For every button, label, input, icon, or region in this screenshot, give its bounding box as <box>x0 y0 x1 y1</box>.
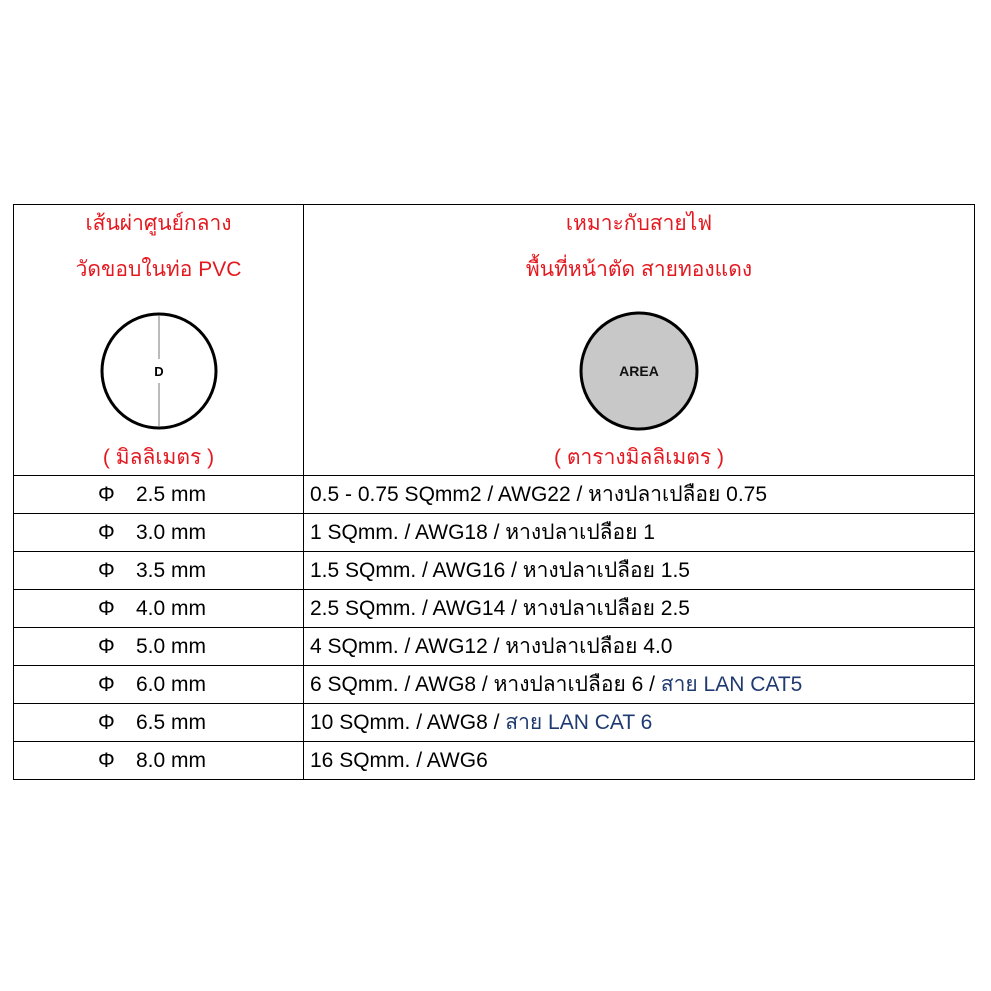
phi-symbol: Φ <box>98 673 115 696</box>
table-row <box>14 590 975 628</box>
table-row <box>14 666 975 704</box>
spec-text: 2.5 SQmm. / AWG14 / หางปลาเปลือย 2.5 <box>310 597 690 620</box>
table-row <box>14 742 975 780</box>
phi-symbol: Φ <box>98 521 115 544</box>
spec-text: 1 SQmm. / AWG18 / หางปลาเปลือย 1 <box>310 521 655 544</box>
diameter-diagram <box>14 309 303 433</box>
area-circle-icon <box>577 309 701 433</box>
spec-text: 16 SQmm. / AWG6 <box>310 749 488 772</box>
spec-cell <box>304 514 975 552</box>
size-cell <box>14 590 304 628</box>
header-row <box>14 205 975 476</box>
right-heading-line2: พื้นที่หน้าตัด สายทองแดง <box>525 258 753 281</box>
size-value: 4.0 mm <box>136 597 207 620</box>
phi-symbol: Φ <box>98 711 115 734</box>
area-label: AREA <box>619 363 659 379</box>
spec-cell <box>304 666 975 704</box>
phi-symbol: Φ <box>98 483 115 506</box>
phi-symbol: Φ <box>98 749 115 772</box>
conduit-size-table <box>13 204 975 780</box>
table-row <box>14 514 975 552</box>
phi-symbol: Φ <box>98 559 115 582</box>
phi-symbol: Φ <box>98 597 115 620</box>
size-value: 5.0 mm <box>136 635 207 658</box>
area-diagram <box>304 309 974 433</box>
size-cell <box>14 742 304 780</box>
spec-cell <box>304 590 975 628</box>
lan-cable-text: สาย LAN CAT 6 <box>505 711 653 734</box>
spec-text: 4 SQmm. / AWG12 / หางปลาเปลือย 4.0 <box>310 635 673 658</box>
size-value: 6.0 mm <box>136 673 207 696</box>
size-value: 3.0 mm <box>136 521 207 544</box>
size-cell <box>14 628 304 666</box>
header-right-cell <box>304 205 975 476</box>
diameter-label: D <box>153 364 164 379</box>
spec-cell <box>304 704 975 742</box>
right-unit: ( ตารางมิลลิเมตร ) <box>554 446 724 469</box>
size-value: 8.0 mm <box>136 749 207 772</box>
spec-cell <box>304 628 975 666</box>
size-value: 6.5 mm <box>136 711 207 734</box>
spec-cell <box>304 742 975 780</box>
right-heading-line1: เหมาะกับสายไฟ <box>565 212 713 235</box>
table-row <box>14 628 975 666</box>
table-row <box>14 704 975 742</box>
lan-cable-text: สาย LAN CAT5 <box>660 673 803 696</box>
table-row <box>14 476 975 514</box>
size-cell <box>14 666 304 704</box>
size-cell <box>14 552 304 590</box>
left-heading-line2: วัดขอบในท่อ PVC <box>75 258 242 281</box>
diameter-circle-icon <box>97 309 221 433</box>
size-cell <box>14 514 304 552</box>
spec-text: 10 SQmm. / AWG8 / <box>310 711 506 734</box>
size-value: 2.5 mm <box>136 483 207 506</box>
spec-text: 0.5 - 0.75 SQmm2 / AWG22 / หางปลาเปลือย 0.75 <box>310 483 768 506</box>
size-cell <box>14 476 304 514</box>
left-unit: ( มิลลิเมตร ) <box>102 446 215 469</box>
size-cell <box>14 704 304 742</box>
table-row <box>14 552 975 590</box>
phi-symbol: Φ <box>98 635 115 658</box>
spec-text: 1.5 SQmm. / AWG16 / หางปลาเปลือย 1.5 <box>310 559 690 582</box>
spec-cell <box>304 552 975 590</box>
header-left-cell <box>14 205 304 476</box>
conduit-size-table-container <box>13 204 975 780</box>
spec-cell <box>304 476 975 514</box>
size-value: 3.5 mm <box>136 559 207 582</box>
left-heading-line1: เส้นผ่าศูนย์กลาง <box>85 212 232 235</box>
spec-text: 6 SQmm. / AWG8 / หางปลาเปลือย 6 / <box>310 673 661 696</box>
